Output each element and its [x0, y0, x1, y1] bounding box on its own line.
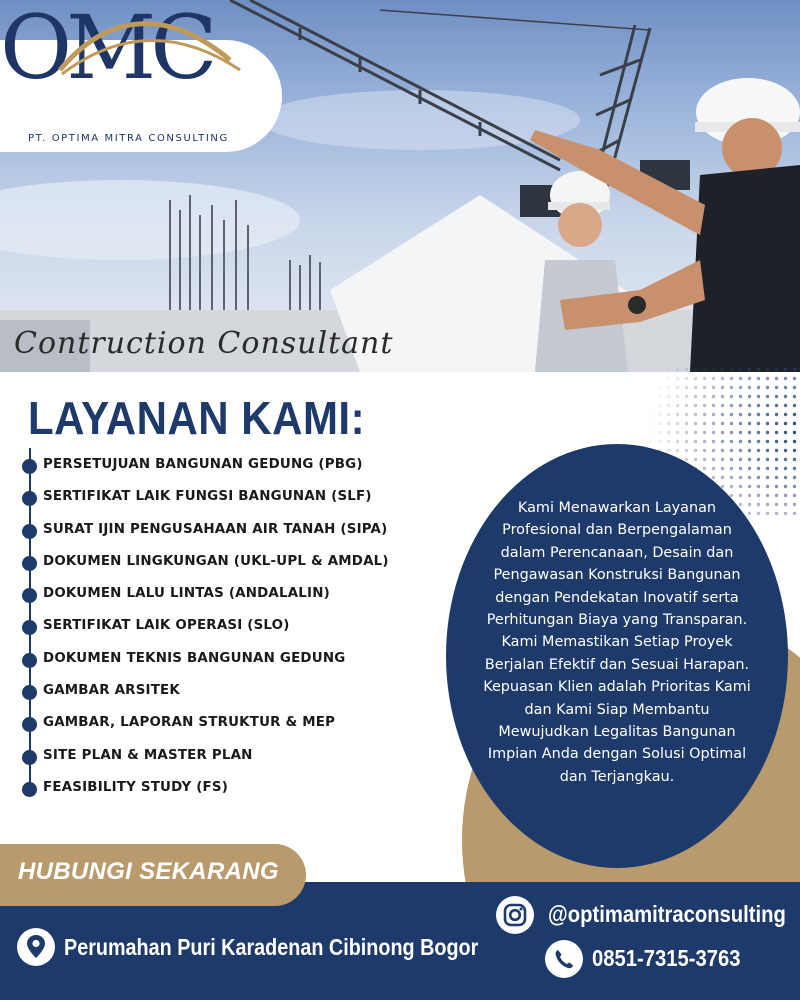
pitch-line: dalam Perencanaan, Desain dan: [500, 544, 734, 561]
service-label: PERSETUJUAN BANGUNAN GEDUNG (PBG): [43, 457, 363, 472]
svg-text:OMC: OMC: [0, 0, 212, 86]
pitch-line: Impian Anda dengan Solusi Optimal: [487, 746, 747, 763]
company-pitch: [446, 497, 788, 788]
service-label: DOKUMEN TEKNIS BANGUNAN GEDUNG: [43, 650, 346, 666]
service-item: [20, 742, 460, 774]
tagline: Contruction Consultant: [14, 326, 394, 361]
omc-logo: [0, 0, 268, 86]
service-label: GAMBAR ARSITEK: [43, 683, 180, 699]
location-pin-icon: [17, 928, 55, 966]
service-label: SITE PLAN & MASTER PLAN: [43, 747, 253, 763]
pitch-line: Kepuasan Klien adalah Prioritas Kami: [483, 679, 751, 696]
hero-banner: [0, 0, 800, 372]
pitch-line: Berjalan Efektif dan Sesuai Harapan.: [484, 656, 750, 673]
pitch-line: dan Kami Siap Membantu: [524, 701, 710, 718]
phone-number[interactable]: 0851-7315-3763: [592, 945, 741, 971]
pitch-line: dengan Pendekatan Inovatif serta: [495, 589, 739, 606]
pitch-line: Perhitungan Biaya yang Transparan.: [486, 612, 748, 629]
bullet-dot: [22, 620, 37, 635]
service-item: [20, 483, 460, 515]
pitch-line: Mewujudkan Legalitas Bangunan: [498, 724, 736, 741]
bullet-dot: [22, 459, 37, 474]
service-label: DOKUMEN LALU LINTAS (ANDALALIN): [43, 586, 330, 602]
service-label: FEASIBILITY STUDY (FS): [43, 779, 229, 795]
bullet-dot: [22, 750, 37, 765]
bullet-dot: [22, 717, 37, 732]
service-item: [20, 677, 460, 709]
bullet-dot: [22, 653, 37, 668]
service-item: [20, 580, 460, 612]
service-label: GAMBAR, LAPORAN STRUKTUR & MEP: [43, 715, 336, 731]
address-text: Perumahan Puri Karadenan Cibinong Bogor: [64, 934, 479, 960]
pitch-line: Pengawasan Konstruksi Bangunan: [493, 567, 741, 584]
services-list: [20, 451, 460, 806]
bullet-dot: [22, 524, 37, 539]
whatsapp-icon[interactable]: [545, 940, 583, 978]
service-label: SERTIFIKAT LAIK FUNGSI BANGUNAN (SLF): [43, 489, 372, 505]
bullet-dot: [22, 588, 37, 603]
service-item: [20, 548, 460, 580]
service-label: SERTIFIKAT LAIK OPERASI (SLO): [43, 618, 290, 634]
instagram-icon[interactable]: [496, 896, 534, 934]
service-item: [20, 709, 460, 741]
services-title: LAYANAN KAMI:: [28, 392, 366, 444]
service-item: [20, 645, 460, 677]
service-item: [20, 516, 460, 548]
service-label: SURAT IJIN PENGUSAHAAN AIR TANAH (SIPA): [43, 521, 388, 537]
company-name: PT. OPTIMA MITRA CONSULTING: [28, 133, 229, 144]
service-item: [20, 774, 460, 806]
bullet-dot: [22, 556, 37, 571]
service-item: [20, 451, 460, 483]
pitch-line: Profesional dan Berpengalaman: [502, 522, 732, 539]
bullet-dot: [22, 782, 37, 797]
pitch-line: Kami Memastikan Setiap Proyek: [501, 634, 733, 651]
service-label: DOKUMEN LINGKUNGAN (UKL-UPL & AMDAL): [43, 553, 389, 569]
bullet-dot: [22, 685, 37, 700]
instagram-handle[interactable]: @optimamitraconsulting: [548, 901, 786, 927]
pitch-line: dan Terjangkau.: [559, 768, 675, 785]
service-item: [20, 612, 460, 644]
bullet-dot: [22, 491, 37, 506]
pitch-line: Kami Menawarkan Layanan: [517, 500, 717, 516]
cta-label[interactable]: HUBUNGI SEKARANG: [18, 858, 279, 885]
